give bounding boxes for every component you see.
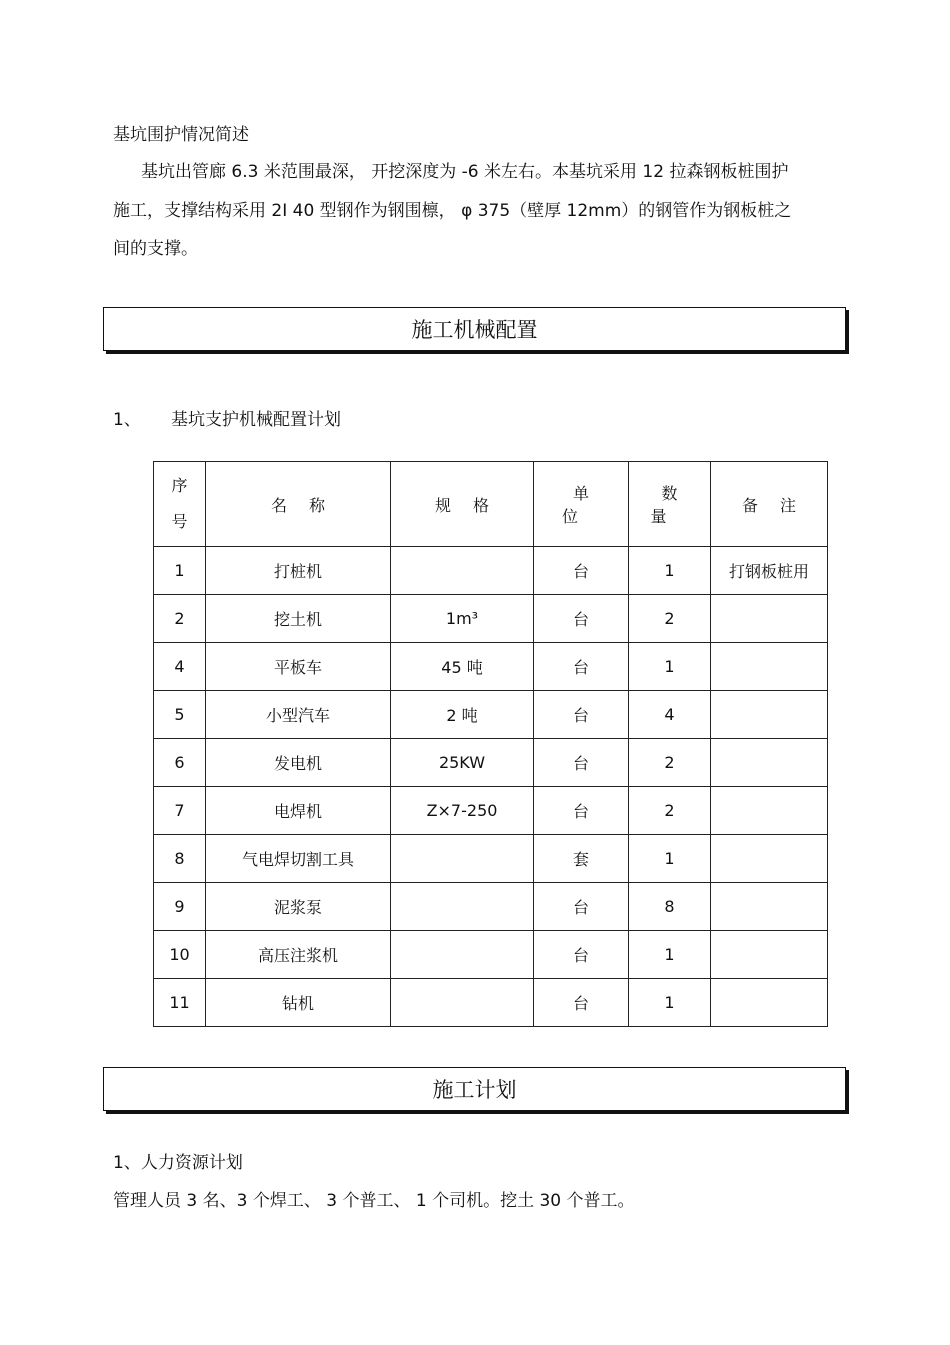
- cell-name: 打桩机: [206, 547, 391, 595]
- table-row: [154, 739, 828, 787]
- cell-no: 6: [154, 739, 206, 787]
- table-row: [154, 547, 828, 595]
- cell-unit: 台: [534, 547, 629, 595]
- section-title-machinery: [103, 307, 846, 351]
- table-row: [154, 931, 828, 979]
- cell-unit: 台: [534, 691, 629, 739]
- cell-remark: [711, 643, 828, 691]
- header-spec: 规格: [391, 462, 534, 547]
- subheading-hr-plan: 1、人力资源计划: [113, 1153, 243, 1173]
- header-serial-bottom: 号: [171, 512, 188, 531]
- table-row: [154, 691, 828, 739]
- cell-remark: [711, 835, 828, 883]
- section-title-machinery-text: 施工机械配置: [411, 318, 538, 342]
- cell-unit: 台: [534, 979, 629, 1027]
- cell-spec: 1m³: [391, 595, 534, 643]
- cell-no: 2: [154, 595, 206, 643]
- cell-qty: 2: [629, 739, 711, 787]
- cell-name: 气电焊切割工具: [206, 835, 391, 883]
- cell-remark: [711, 931, 828, 979]
- cell-qty: 2: [629, 595, 711, 643]
- cell-qty: 1: [629, 979, 711, 1027]
- cell-remark: 打钢板桩用: [711, 547, 828, 595]
- table-row: [154, 595, 828, 643]
- cell-name: 高压注浆机: [206, 931, 391, 979]
- intro-heading: 基坑围护情况简述: [113, 125, 249, 145]
- cell-qty: 2: [629, 787, 711, 835]
- cell-name: 发电机: [206, 739, 391, 787]
- intro-line-3: 间的支撑。: [113, 239, 198, 259]
- cell-no: 7: [154, 787, 206, 835]
- cell-spec: [391, 883, 534, 931]
- cell-qty: 1: [629, 643, 711, 691]
- header-serial: [154, 462, 206, 547]
- cell-unit: 套: [534, 835, 629, 883]
- cell-name: 泥浆泵: [206, 883, 391, 931]
- intro-line-1: 基坑出管廊 6.3 米范围最深， 开挖深度为 -6 米左右。本基坑采用 12 拉森钢板桩围护: [141, 162, 789, 182]
- section-title-plan: [103, 1067, 846, 1111]
- section-title-plan-text: 施工计划: [432, 1078, 517, 1102]
- cell-qty: 1: [629, 931, 711, 979]
- cell-spec: [391, 835, 534, 883]
- cell-remark: [711, 979, 828, 1027]
- cell-unit: 台: [534, 595, 629, 643]
- cell-remark: [711, 883, 828, 931]
- hr-plan-text: 管理人员 3 名、3 个焊工、 3 个普工、 1 个司机。挖土 30 个普工。: [113, 1191, 635, 1211]
- header-name: 名称: [206, 462, 391, 547]
- table-row: [154, 787, 828, 835]
- cell-no: 11: [154, 979, 206, 1027]
- cell-remark: [711, 595, 828, 643]
- cell-name: 挖土机: [206, 595, 391, 643]
- cell-spec: 2 吨: [391, 691, 534, 739]
- cell-no: 8: [154, 835, 206, 883]
- table-row: [154, 883, 828, 931]
- cell-spec: [391, 979, 534, 1027]
- header-qty: 数量: [629, 462, 711, 547]
- cell-name: 小型汽车: [206, 691, 391, 739]
- cell-unit: 台: [534, 931, 629, 979]
- cell-no: 10: [154, 931, 206, 979]
- table-row: [154, 979, 828, 1027]
- cell-remark: [711, 787, 828, 835]
- cell-unit: 台: [534, 643, 629, 691]
- header-unit: 单位: [534, 462, 629, 547]
- intro-line-2: 施工，支撑结构采用 2I 40 型钢作为钢围檩， φ 375（壁厚 12mm）的钢管作为钢板桩之: [113, 201, 792, 221]
- cell-name: 平板车: [206, 643, 391, 691]
- cell-spec: [391, 547, 534, 595]
- cell-no: 9: [154, 883, 206, 931]
- cell-qty: 4: [629, 691, 711, 739]
- cell-remark: [711, 739, 828, 787]
- cell-unit: 台: [534, 883, 629, 931]
- cell-no: 1: [154, 547, 206, 595]
- table-header-row: [154, 462, 828, 547]
- cell-qty: 1: [629, 835, 711, 883]
- cell-unit: 台: [534, 787, 629, 835]
- header-remark: 备注: [711, 462, 828, 547]
- subheading-machinery-num: 1、: [113, 410, 141, 430]
- cell-spec: 45 吨: [391, 643, 534, 691]
- cell-qty: 1: [629, 547, 711, 595]
- table-row: [154, 835, 828, 883]
- cell-qty: 8: [629, 883, 711, 931]
- cell-unit: 台: [534, 739, 629, 787]
- cell-remark: [711, 691, 828, 739]
- cell-name: 钻机: [206, 979, 391, 1027]
- header-serial-top: 序: [171, 476, 188, 495]
- equipment-table: [153, 461, 828, 1027]
- cell-no: 5: [154, 691, 206, 739]
- cell-spec: Z×7-250: [391, 787, 534, 835]
- cell-name: 电焊机: [206, 787, 391, 835]
- table-row: [154, 643, 828, 691]
- cell-spec: [391, 931, 534, 979]
- subheading-machinery-text: 基坑支护机械配置计划: [171, 410, 341, 430]
- cell-spec: 25KW: [391, 739, 534, 787]
- cell-no: 4: [154, 643, 206, 691]
